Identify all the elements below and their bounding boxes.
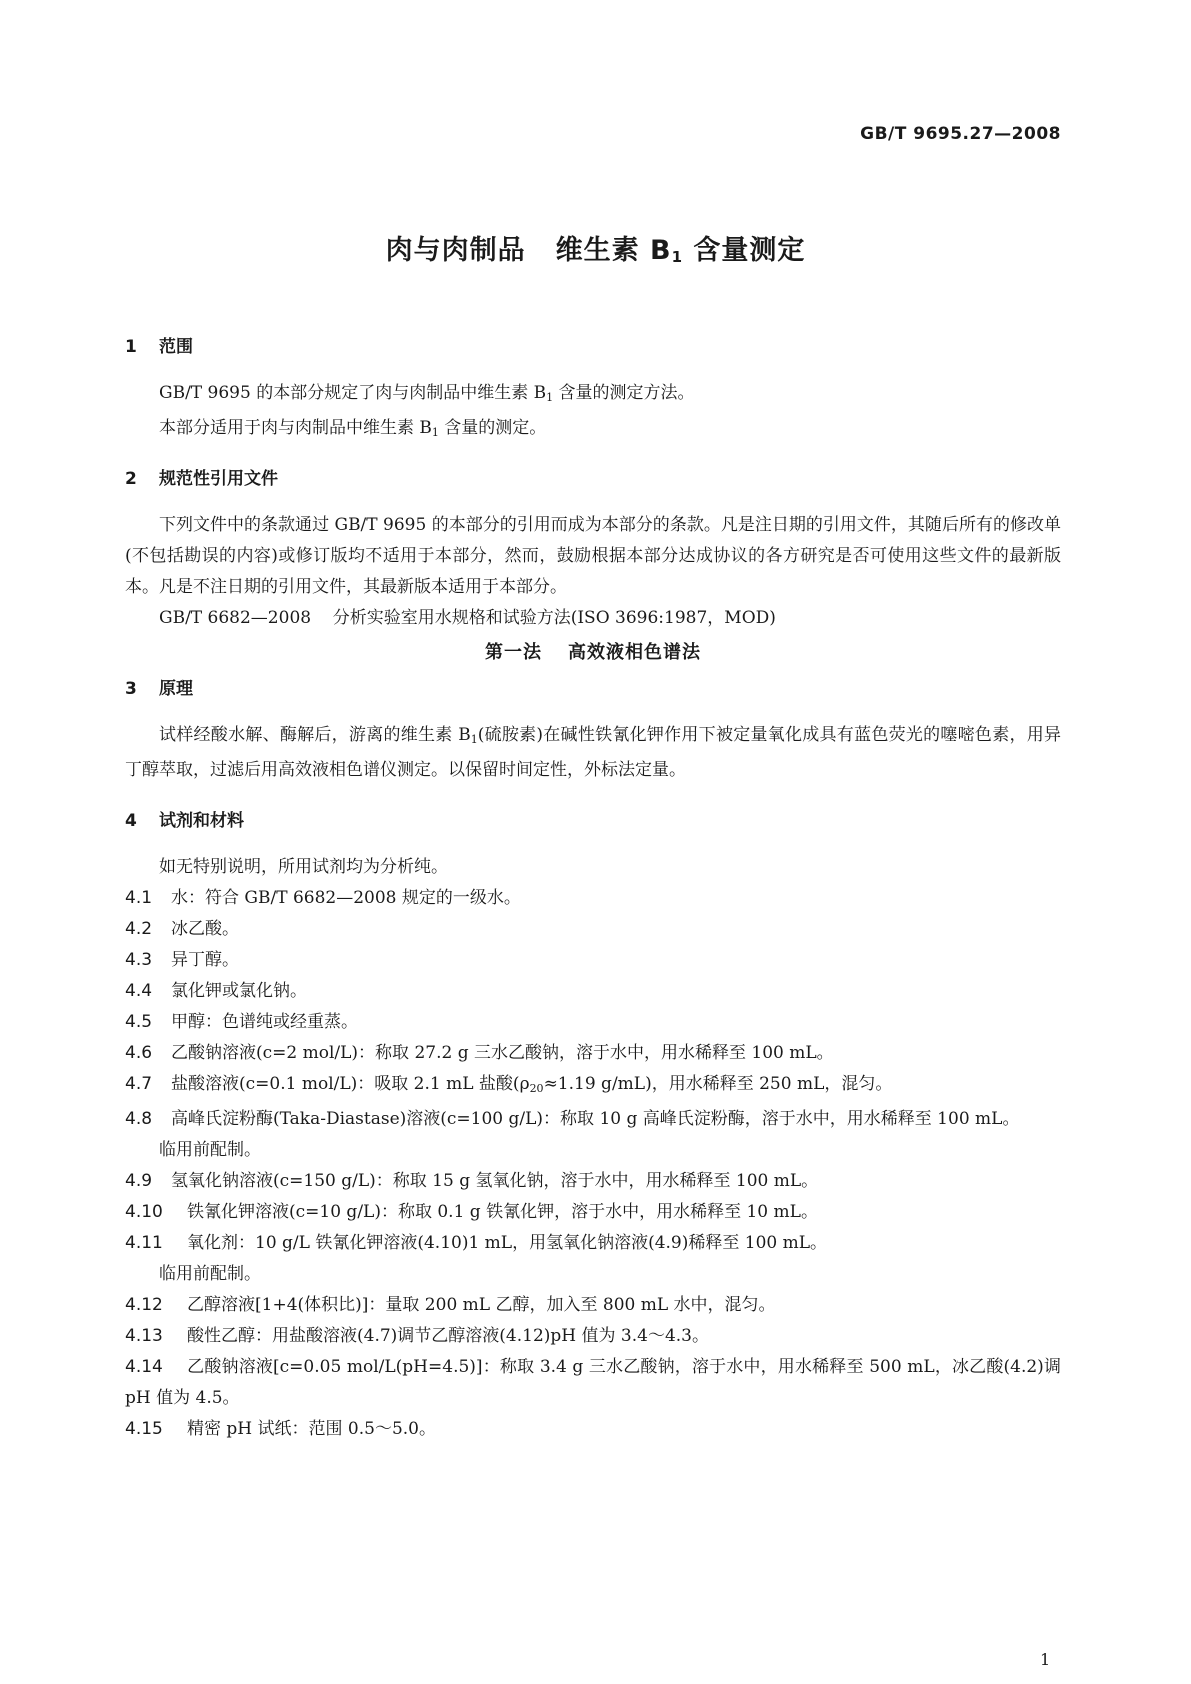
list-item: 4.10 铁氰化钾溶液(c=10 g/L)：称取 0.1 g 铁氰化钾，溶于水中，用水稀释至 10 mL。 [125, 1202, 818, 1222]
list-item: 4.15 精密 pH 试纸：范围 0.5～5.0。 [125, 1419, 436, 1439]
list-item: 4.12 乙醇溶液[1+4(体积比)]：量取 200 mL 乙醇，加入至 800 mL 水中，混匀。 [125, 1295, 776, 1315]
item-note: 临用前配制。 [159, 1140, 261, 1160]
paragraph: 如无特别说明，所用试剂均为分析纯。 [159, 857, 448, 877]
list-item: 4.11 氧化剂：10 g/L 铁氰化钾溶液(4.10)1 mL，用氢氧化钠溶液(4.9)稀释至 100 mL。 [125, 1233, 828, 1253]
list-item: 4.7 盐酸溶液(c=0.1 mol/L)：吸取 2.1 mL 盐酸($\rho_{20}\approx 1.19$ g/mL)，用水稀释至 250 mL，混匀。 [125, 1074, 893, 1095]
section-number: 2 [125, 469, 137, 489]
paragraph: 试样经酸水解、酶解后，游离的维生素 $B_1$(硫胺素)在碱性铁氰化钾作用下被定量氧化成具有蓝色荧光的噻嘧色素，用异丁醇萃取，过滤后用高效液相色谱仪测定。以保留时间定性，外标法定量。 [125, 725, 1061, 780]
section-title: 规范性引用文件 [159, 469, 278, 489]
standard-code: GB/T 9695.27—2008 [860, 124, 1061, 144]
section-heading-normative-references [125, 462, 1061, 496]
list-item: 4.4 氯化钾或氯化钠。 [125, 981, 307, 1001]
reference-entry [125, 603, 1061, 634]
reference-title: 分析实验室用水规格和试验方法(ISO 3696:1987，MOD) [332, 608, 776, 628]
section-number: 4 [125, 811, 137, 831]
item-note: 临用前配制。 [159, 1264, 261, 1284]
section-number: 3 [125, 679, 137, 699]
paragraph: 下列文件中的条款通过 GB/T 9695 的本部分的引用而成为本部分的条款。凡是注日期的引用文件，其随后所有的修改单(不包括勘误的内容)或修订版均不适用于本部分，然而，鼓励根据本部分达成协议的各方研究是否可使用这些文件的最新版本。凡是不注日期的引用文件，其最新版本适用于本部分。 [125, 515, 1061, 597]
document-title [0, 228, 1191, 267]
section-title: 原理 [159, 679, 193, 699]
list-item: 4.13 酸性乙醇：用盐酸溶液(4.7)调节乙醇溶液(4.12)pH 值为 3.4～4.3。 [125, 1326, 710, 1346]
list-item: 4.14 乙酸钠溶液[c=0.05 mol/L(pH=4.5)]：称取 3.4 g 三水乙酸钠，溶于水中，用水稀释至 500 mL，冰乙酸(4.2)调 pH 值为 4.5。 [125, 1357, 1061, 1408]
list-item: 4.6 乙酸钠溶液(c=2 mol/L)：称取 27.2 g 三水乙酸钠，溶于水中，用水稀释至 100 mL。 [125, 1043, 834, 1063]
section-title: 范围 [159, 337, 193, 357]
title-part1: 肉与肉制品 [385, 235, 526, 266]
method-title: 第一法 高效液相色谱法 [485, 642, 701, 663]
section-heading-reagents [125, 804, 1061, 838]
section-title: 试剂和材料 [159, 811, 244, 831]
list-item: 4.5 甲醇：色谱纯或经重蒸。 [125, 1012, 358, 1032]
list-item: 4.8 高峰氏淀粉酶(Taka-Diastase)溶液(c=100 g/L)：称取 10 g 高峰氏淀粉酶，溶于水中，用水稀释至 100 mL。 [125, 1109, 1020, 1129]
list-item: 4.1 水：符合 GB/T 6682—2008 规定的一级水。 [125, 888, 521, 908]
list-item: 4.3 异丁醇。 [125, 950, 239, 970]
list-item: 4.9 氢氧化钠溶液(c=150 g/L)：称取 15 g 氢氧化钠，溶于水中，用水稀释至 100 mL。 [125, 1171, 819, 1191]
section-number: 1 [125, 337, 137, 357]
list-item: 4.2 冰乙酸。 [125, 919, 239, 939]
reference-code: GB/T 6682—2008 [159, 608, 312, 628]
title-part2: 维生素 B [555, 235, 672, 266]
paragraph: GB/T 9695 的本部分规定了肉与肉制品中维生素 $B_1$ 含量的测定方法。 [159, 383, 695, 404]
section-heading-principle [125, 672, 1061, 706]
paragraph: 本部分适用于肉与肉制品中维生素 $B_1$ 含量的测定。 [159, 418, 547, 439]
page-number: 1 [1040, 1650, 1051, 1669]
document-body [125, 330, 1061, 1445]
title-subscript: 1 [671, 248, 683, 266]
title-part3: 含量测定 [683, 235, 806, 266]
section-heading-scope [125, 330, 1061, 364]
